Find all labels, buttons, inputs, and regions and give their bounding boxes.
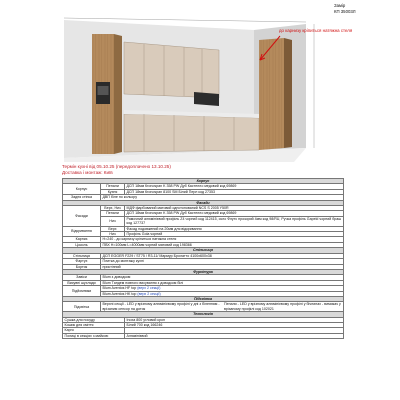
row-value: Фасад подовжений на 20мм для відкривання (125, 226, 344, 231)
row-value: Blum Тандем повного висування з доводком білі (101, 280, 344, 285)
row-value: МДФ фарбований матовий однотонований NCS S 2005 Y50R (125, 206, 344, 211)
lift-value: Blum Aventos HF top (102, 286, 137, 291)
note-arrow-icon (258, 34, 282, 62)
row-label-korpus: Корпус (63, 184, 101, 195)
spec-table (62, 178, 344, 339)
sub-label: Верх, Низ (101, 206, 125, 211)
delivery-caption: Доставка і монтаж: Київ (62, 170, 113, 175)
row-label: Сушка для посуду (63, 317, 125, 322)
row-value: Inoxa 800 угловий кроп (125, 317, 344, 322)
sub-label: Низ (101, 216, 125, 226)
row-label-karnyz: Карниз (63, 237, 101, 242)
row-value: ПВХ H=100мм L=4000мм чорний матовий код 198366 (101, 242, 344, 247)
row-value: H=240 - до карнизу кріпиться натяжна стеля (101, 237, 344, 242)
row-value: Рамочний алюмінієвий профіль Z4 чорний код 112415, скло Флутс прозорий 4мм код 98/RU, Ручка профіль Gapeld чорний браш код 127737 (125, 216, 344, 226)
sub-label: Пенали (101, 184, 125, 189)
row-label: Стільниця (63, 253, 101, 258)
row-label: Підйомники (63, 286, 101, 297)
sub-label: Кухня (101, 189, 125, 194)
tall-cabinet-left-side (114, 34, 122, 154)
row-value: Blum з доводком (101, 275, 344, 280)
row-label: Полиці в секціях з мийкою (63, 333, 125, 338)
row-value: Алюмінієвий (125, 333, 344, 338)
sub-label: Верх (101, 226, 125, 231)
row-value: Плитка до монтажу кухні (101, 259, 344, 264)
section-fasady: Фасади (63, 200, 344, 205)
row-label: Карго (63, 328, 125, 333)
section-stilnytsia: Стільниця (63, 248, 344, 253)
row-value (101, 302, 344, 312)
row-label-vidkryvannia: Відкривання (63, 226, 101, 237)
row-value: пристінний (101, 264, 344, 269)
ceiling-note: до карнизу кріпиться натяжна стеля (279, 28, 353, 33)
hood-shape (194, 92, 219, 106)
header-line-1: Замір (334, 3, 346, 8)
row-value: ДВП біле по кольору (101, 195, 344, 200)
table-row (63, 302, 344, 312)
row-value: ДСП 18мм Кronospan K 358 PW Дуб Кастелло медовий код 69869 (125, 184, 344, 189)
tall-cabinet-right-side (284, 38, 292, 148)
row-label: Підсвітка (63, 302, 101, 312)
row-label: Кошик для сміття (63, 322, 125, 327)
sub-label: Низ (101, 232, 125, 237)
dimension-line-top (64, 18, 306, 22)
upper-cabinets-shape (124, 42, 219, 98)
section-furnitura: Фурнітура (63, 269, 344, 274)
lift-extra: (верх 2 секції) (137, 286, 161, 291)
header-line-2: КП 35003Л (334, 9, 356, 14)
row-label: Завіси (63, 275, 101, 280)
row-label: Висувні шухляди (63, 280, 101, 285)
lift-extra: (верх 2 секції) (137, 291, 161, 296)
sub-label: Пенали (101, 211, 125, 216)
row-value: Білий 700 код 166246 (125, 322, 344, 327)
table-row (63, 333, 344, 338)
section-other: Технологія (63, 312, 344, 317)
lighting-upper: Верхні секції - LED у врізному алюмінієвому профілі у дні з біленням - врізаним сенсор на дотик (102, 302, 220, 311)
row-label-back: Задня стінка (63, 195, 101, 200)
row-value: ДСП EGGER F229 / ST75 / R3-11/ Мармур Бролатто 4100х600х38 (101, 253, 344, 258)
term-caption: Термін кухні від 05.10.25 (передоплачено 13.10.25) (62, 164, 171, 169)
row-label: Фартух (63, 259, 101, 264)
lighting-tall: Пенали - LED у врізному алюмінієвому профілі у бічнинах - вимикач у врізаному профілі код 102021 (224, 302, 341, 311)
row-value: Профіль Gola чорний (125, 232, 344, 237)
table-row (63, 216, 344, 226)
row-value: ДСП 18мм Кronospan 8100 SM Білий Перл код 27353 (125, 189, 344, 194)
oven-window-shape (98, 86, 109, 95)
section-korpus: Корпус (63, 179, 344, 184)
row-label: Бортик (63, 264, 101, 269)
lift-value: Blum Aventos HK top (102, 291, 137, 296)
row-label-tsokol: Цоколь (63, 242, 101, 247)
section-pidsvitka: Підсвітка (63, 296, 344, 301)
row-label-fasady: Фасади (63, 206, 101, 227)
row-value: ДСП 18мм Кronospan K 358 PW Дуб Кастелло медовий код 69869 (125, 211, 344, 216)
